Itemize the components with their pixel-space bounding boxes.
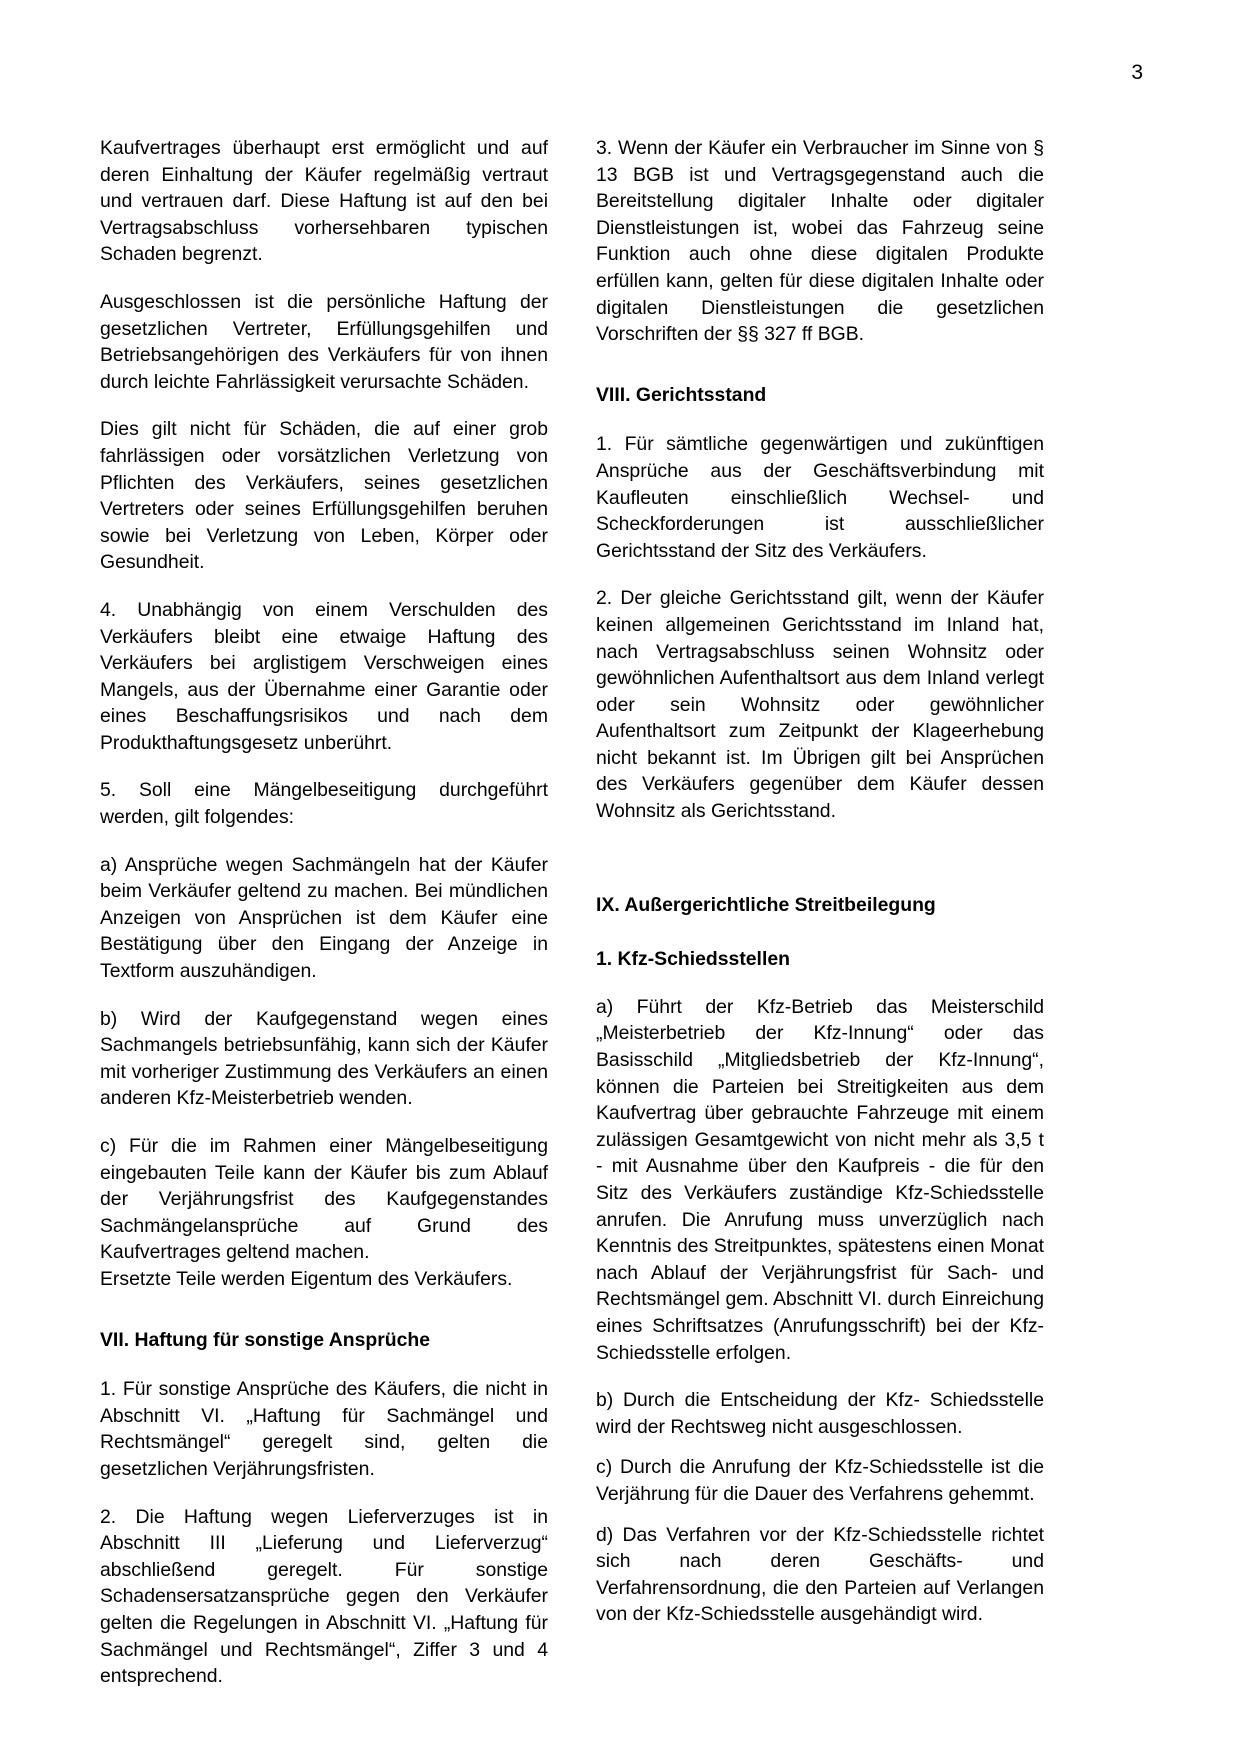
paragraph: b) Wird der Kaufgegenstand wegen eines Sachmangels betriebsunfähig, kann sich der Käufer mit vorheriger Zustimmung des Verkäufers an einen anderen Kfz-Meisterbetrieb wenden. (100, 1007, 548, 1110)
left-column (100, 135, 548, 1711)
paragraph: Ersetzte Teile werden Eigentum des Verkäufers. (100, 1267, 513, 1290)
section-heading-ix: IX. Außergerichtliche Streitbeilegung (596, 893, 936, 916)
two-column-body (100, 135, 1141, 1711)
paragraph: 5. Soll eine Mängelbeseitigung durchgeführt werden, gilt folgendes: (100, 779, 548, 829)
paragraph: Dies gilt nicht für Schäden, die auf einer grob fahrlässigen oder vorsätzlichen Verletzung von Pflichten des Verkäufers, seines gesetzlichen Vertreters oder seines Erfüllungsgehilfen beruhen sowie bei Verletzung von Leben, Körper oder Gesundheit. (100, 418, 548, 574)
paragraph: Kaufvertrages überhaupt erst ermöglicht und auf deren Einhaltung der Käufer regelmäßig vertraut und vertrauen darf. Diese Haftung ist auf den bei Vertragsabschluss vorhersehbaren typischen Schaden begrenzt. (100, 137, 548, 266)
section-heading-vii: VII. Haftung für sonstige Ansprüche (100, 1328, 431, 1351)
paragraph: c) Durch die Anrufung der Kfz-Schiedsstelle ist die Verjährung für die Dauer des Verfahrens gehemmt. (596, 1456, 1044, 1505)
paragraph: 1. Für sonstige Ansprüche des Käufers, die nicht in Abschnitt VI. „Haftung für Sachmängel und Rechtsmängel“ geregelt sind, gelten die gesetzlichen Verjährungsfristen. (100, 1378, 548, 1480)
paragraph: a) Führt der Kfz-Betrieb das Meisterschild „Meisterbetrieb der Kfz-Innung“ oder das Basisschild „Mitgliedsbetrieb der Kfz-Innung“, können die Parteien bei Streitigkeiten aus dem Kaufvertrag über gebrauchte Fahrzeuge mit einem zulässigen Gesamtgewicht von nicht mehr als 3,5 t - mit Ausnahme über den Kaufpreis - die für den Sitz des Verkäufers zuständige Kfz-Schiedsstelle anrufen. Die Anrufung muss unverzüglich nach Kenntnis des Streitpunktes, spätestens einen Monat nach Ablauf der Verjährungsfrist für Sach- und Rechtsmängel gem. Abschnitt VI. durch Einreichung eines Schriftsatzes (Anrufungsschrift) bei der Kfz-Schiedsstelle erfolgen. (596, 995, 1044, 1364)
paragraph: 3. Wenn der Käufer ein Verbraucher im Sinne von § 13 BGB ist und Vertragsgegenstand auch die Bereitstellung digitaler Inhalte oder digitaler Dienstleistungen ist, wobei das Fahrzeug seine Funktion auch ohne diese digitalen Produkte erfüllen kann, gelten für diese digitalen Inhalte oder digitalen Dienstleistungen die gesetzlichen Vorschriften der §§ 327 ff BGB. (596, 137, 1044, 346)
paragraph: d) Das Verfahren vor der Kfz-Schiedsstelle richtet sich nach deren Geschäfts- und Verfahrensordnung, die den Parteien auf Verlangen von der Kfz-Schiedsstelle ausgehändigt wird. (596, 1523, 1044, 1626)
page-number: 3 (1131, 61, 1143, 84)
paragraph: 2. Der gleiche Gerichtsstand gilt, wenn der Käufer keinen allgemeinen Gerichtsstand im Inland hat, nach Vertragsabschluss seinen Wohnsitz oder gewöhnlichen Aufenthaltsort aus dem Inland verlegt oder sein Wohnsitz oder gewöhnlicher Aufenthaltsort zum Zeitpunkt der Klageerhebung nicht bekannt ist. Im Übrigen gilt bei Ansprüchen des Verkäufers gegenüber dem Käufer dessen Wohnsitz als Gerichtsstand. (596, 587, 1044, 823)
paragraph: 1. Für sämtliche gegenwärtigen und zukünftigen Ansprüche aus der Geschäftsverbindung mit Kaufleuten einschließlich Wechsel- und Scheckforderungen ist ausschließlicher Gerichtsstand der Sitz des Verkäufers. (596, 433, 1044, 562)
paragraph: 4. Unabhängig von einem Verschulden des Verkäufers bleibt eine etwaige Haftung des Verkäufers bei arglistigem Verschweigen eines Mangels, aus der Übernahme einer Garantie oder eines Beschaffungsrisikos und nach dem Produkthaftungsgesetz unberührt. (100, 598, 548, 754)
paragraph: 2. Die Haftung wegen Lieferverzuges ist in Abschnitt III „Lieferung und Lieferverzug“ abschließend geregelt. Für sonstige Schadensersatzansprüche gegen den Verkäufer gelten die Regelungen in Abschnitt VI. „Haftung für Sachmängel und Rechtsmängel“, Ziffer 3 und 4 entsprechend. (100, 1505, 548, 1688)
section-heading-viii: VIII. Gerichtsstand (596, 383, 767, 406)
paragraph: a) Ansprüche wegen Sachmängeln hat der Käufer beim Verkäufer geltend zu machen. Bei mündlichen Anzeigen von Ansprüchen ist dem Käufer eine Bestätigung über den Eingang der Anzeige in Textform auszuhändigen. (100, 853, 548, 983)
section-spacer (596, 846, 1044, 858)
paragraph: b) Durch die Entscheidung der Kfz- Schiedsstelle wird der Rechtsweg nicht ausgeschlossen. (596, 1389, 1044, 1438)
paragraph: c) Für die im Rahmen einer Mängelbeseitigung eingebauten Teile kann der Käufer bis zum Ablauf der Verjährungsfrist des Kaufgegenstandes Sachmängelansprüche auf Grund des Kaufvertrages geltend machen. (100, 1135, 548, 1264)
paragraph: Ausgeschlossen ist die persönliche Haftung der gesetzlichen Vertreter, Erfüllungsgehilfen und Betriebsangehörigen des Verkäufers für von ihnen durch leichte Fahrlässigkeit verursachte Schäden. (100, 290, 548, 393)
right-column (596, 135, 1044, 1711)
subsection-heading-kfz-schiedsstellen: 1. Kfz-Schiedsstellen (596, 948, 790, 971)
